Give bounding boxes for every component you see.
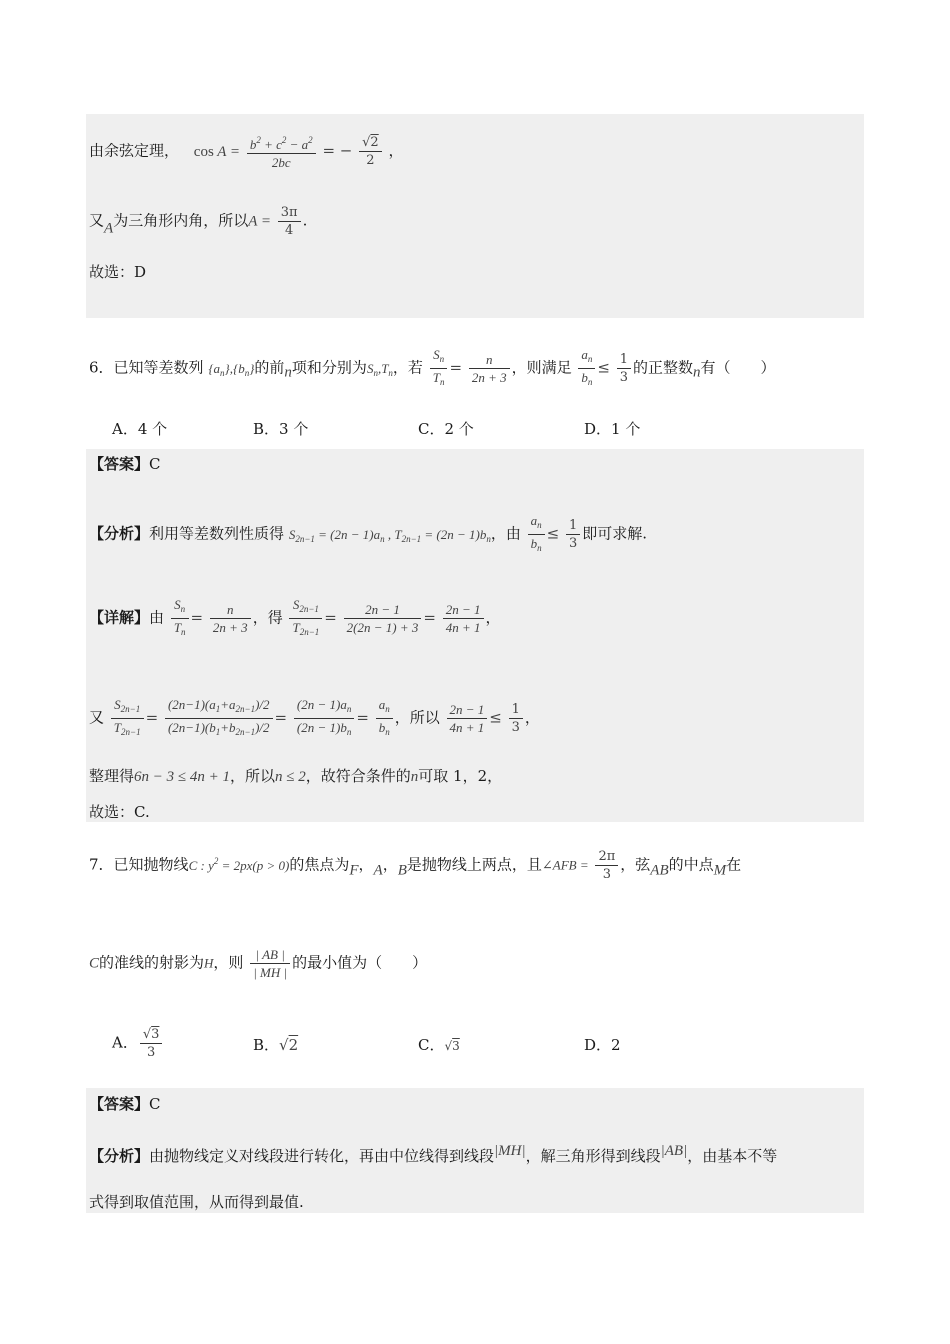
sol6-simplify: 整理得6n − 3 ≤ 4n + 1，所以n ≤ 2，故符合条件的n可取 1，2， <box>89 767 503 785</box>
sol7-analysis: 【分析】由抛物线定义对线段进行转化，再由中位线得到线段|MH|，解三角形得到线段|AB|，由基本不等 <box>89 1143 778 1165</box>
question-6-stem: 6．已知等差数列 $\{a_n\},\{b_n\}$的前n项和分别为$S_n,T_n$，若 $\frac{S_n}{T_n}$ = $\frac{n}{2n + 3}$ ，则满足 $\frac{a_n}{b_n}$ ≤ $\frac{1}{3}$ 的正整数n有（ ） <box>89 347 776 387</box>
q6-option-b[interactable]: B．3 个 <box>253 420 309 438</box>
sol6-derivation: 又 $\frac{S_{2n-1}}{T_{2n-1}}$ = $\frac{(2n-1)(a_1+a_{2n-1})/2}{(2n-1)(b_1+b_{2n-1})/2}$ = $\frac{(2n - 1)a_n}{(2n - 1)b_n}$ = $\frac{a_n}{b_n}$ ，所以 $\frac{2n - 1}{4n + 1}$ ≤ $\frac{1}{3}$ ， <box>89 697 540 737</box>
sol6-detail: 【详解】由 $\frac{S_n}{T_n}$ = $\frac{n}{2n + 3}$ ，得 $\frac{S_{2n-1}}{T_{2n-1}}$ = $\frac{2n - 1}{2(2n - 1) + 3}$ = $\frac{2n - 1}{4n + 1}$ ， <box>89 597 501 637</box>
question-7-stem: 7．已知抛物线C : $y^2 = 2px(p > 0)$的焦点为F，A，B是抛物线上两点，且∠AFB = $\frac{2\pi}{3}$ ，弦AB的中点M在 <box>89 849 742 882</box>
sol6-choice: 故选：C. <box>89 803 150 821</box>
q7-option-a[interactable]: A． $\frac{√3}{3}$ <box>112 1026 164 1061</box>
sol5-cosine-line: 由余弦定理， cos A = $\frac{b^2 + c^2 - a^2}{2bc}$ = − $\frac{√2}{2}$ ， <box>89 132 404 171</box>
q7-option-b[interactable]: B．√2 <box>253 1036 299 1054</box>
sol6-answer: 【答案】C <box>89 455 161 473</box>
q7-option-c[interactable]: C．√3 <box>418 1036 460 1054</box>
q6-option-c[interactable]: C．2 个 <box>418 420 474 438</box>
q6-option-d[interactable]: D．1 个 <box>584 420 641 438</box>
sol7-answer: 【答案】C <box>89 1095 161 1113</box>
sol5-angle-line: 又A为三角形内角，所以A = $\frac{3\pi}{4}$ . <box>89 205 308 238</box>
sol5-choice: 故选：D <box>89 263 147 281</box>
sol6-analysis: 【分析】利用等差数列性质得 $S_{2n-1} = (2n - 1)a_n$ , $T_{2n-1} = (2n - 1)b_n$，由 $\frac{a_n}{b_n}$ ≤ $\frac{1}{3}$ 即可求解. <box>89 513 648 553</box>
q6-option-a[interactable]: A．4 个 <box>112 420 168 438</box>
question-7-stem-cont: C的准线的射影为H，则 $\frac{| AB |}{| MH |}$ 的最小值为（ ） <box>89 947 428 980</box>
q7-option-d[interactable]: D．2 <box>584 1036 621 1054</box>
sol7-analysis-cont: 式得到取值范围，从而得到最值. <box>89 1193 304 1211</box>
